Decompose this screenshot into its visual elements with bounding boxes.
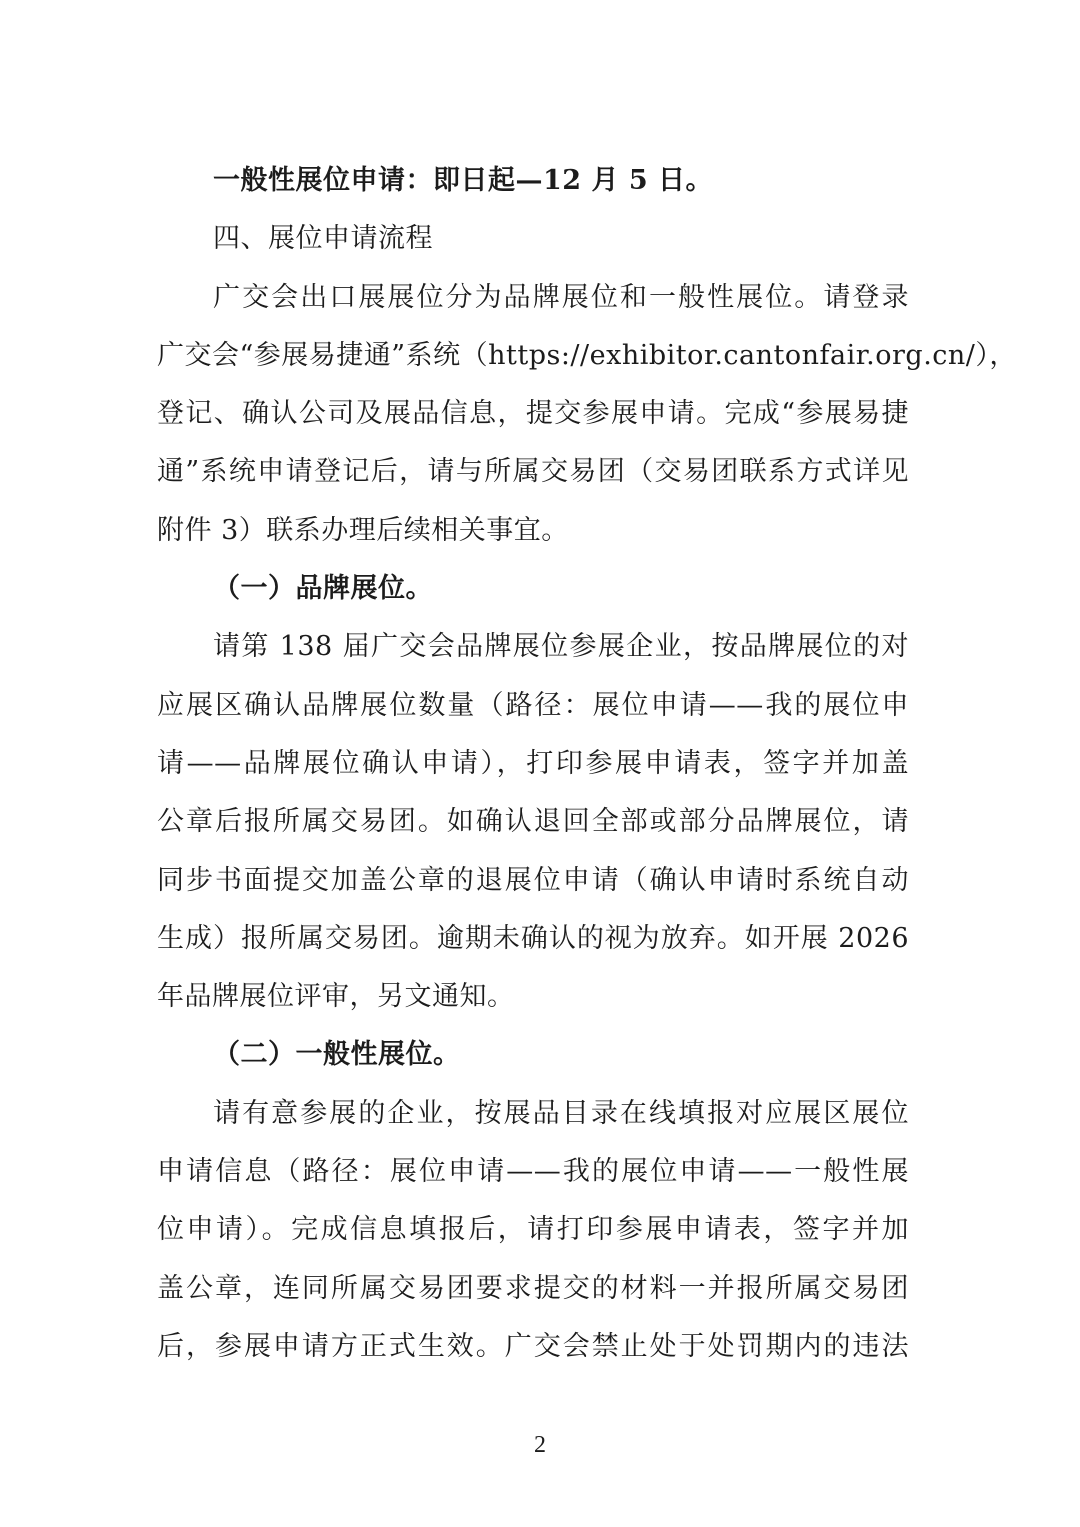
paragraph-line: 请有意参展的企业，按展品目录在线填报对应展区展位 [213, 1097, 909, 1129]
paragraph-line: 同步书面提交加盖公章的退展位申请（确认申请时系统自动 [157, 864, 909, 896]
paragraph-line: 应展区确认品牌展位数量（路径：展位申请——我的展位申 [157, 689, 909, 721]
paragraph-line: 生成）报所属交易团。逾期未确认的视为放弃。如开展 2026 [157, 922, 909, 954]
general-booth-deadline: 一般性展位申请：即日起—12 月 5 日。 [213, 165, 714, 196]
paragraph-line: 请——品牌展位确认申请），打印参展申请表，签字并加盖 [157, 747, 909, 779]
subheading-brand-booth: （一）品牌展位。 [213, 573, 433, 605]
paragraph-line: 后，参展申请方正式生效。广交会禁止处于处罚期内的违法 [157, 1330, 909, 1362]
paragraph-line: 广交会出口展展位分为品牌展位和一般性展位。请登录 [213, 281, 909, 313]
paragraph-line: 申请信息（路径：展位申请——我的展位申请——一般性展 [157, 1156, 909, 1188]
paragraph-line: 年品牌展位评审，另文通知。 [157, 981, 515, 1013]
document-body [157, 152, 1017, 1376]
paragraph-line: 位申请）。完成信息填报后，请打印参展申请表，签字并加 [157, 1214, 909, 1246]
paragraph-line: 通”系统申请登记后，请与所属交易团（交易团联系方式详见 [157, 456, 909, 488]
paragraph-line: 盖公章，连同所属交易团要求提交的材料一并报所属交易团 [157, 1272, 909, 1304]
paragraph-line: 公章后报所属交易团。如确认退回全部或部分品牌展位，请 [157, 806, 909, 838]
subheading-general-booth: （二）一般性展位。 [213, 1039, 461, 1071]
paragraph-line: 附件 3）联系办理后续相关事宜。 [157, 514, 569, 546]
paragraph-line: 请第 138 届广交会品牌展位参展企业，按品牌展位的对 [213, 631, 909, 663]
page-number: 2 [534, 1432, 546, 1458]
paragraph-line: 登记、确认公司及展品信息，提交参展申请。完成“参展易捷 [157, 398, 909, 430]
paragraph-line: 广交会“参展易捷通”系统（https://exhibitor.cantonfair.org.cn/）， [157, 339, 1017, 371]
section-heading-application-process: 四、展位申请流程 [213, 223, 433, 255]
